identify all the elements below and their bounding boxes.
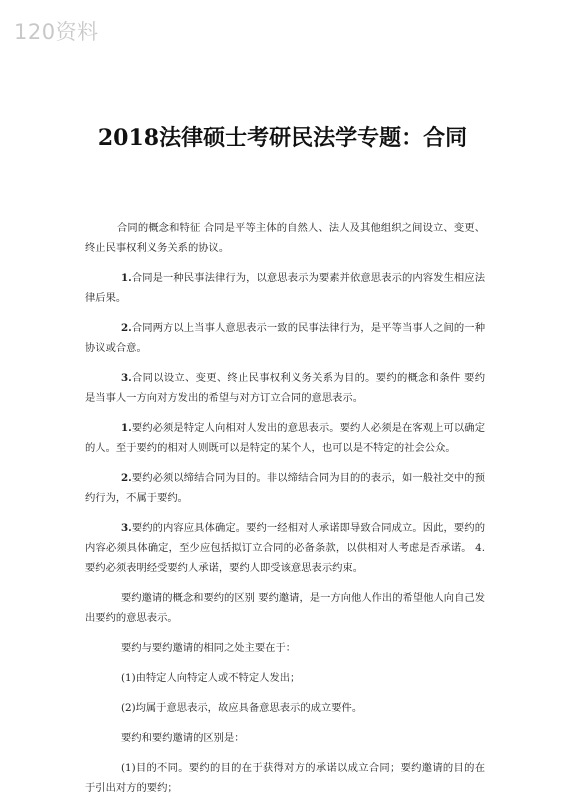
document-body	[85, 218, 485, 808]
paragraph-text: 合同以设立、变更、终止民事权利义务关系为目的。要约的概念和条件 要约是当事人一方向对方发出的希望与对方订立合同的意思表示。	[85, 372, 485, 404]
paragraph-number: 3.	[121, 522, 132, 534]
document-title: 2018法律硕士考研民法学专题：合同	[97, 125, 468, 151]
paragraph	[85, 268, 485, 308]
paragraph-text: 合同是一种民事法律行为，以意思表示为要素并依意思表示的内容发生相应法律后果。	[85, 272, 485, 304]
paragraph	[85, 728, 485, 748]
paragraph-text: 要约必须以缔结合同为目的。非以缔结合同为目的的表示，如一般社交中的预约行为，不属于要约。	[85, 472, 485, 504]
paragraph-text: (1)由特定人向特定人或不特定人发出；	[121, 672, 301, 684]
paragraph-number: 1.	[121, 272, 132, 284]
paragraph-text: 要约与要约邀请的相同之处主要在于：	[121, 642, 297, 654]
paragraph	[85, 518, 485, 578]
paragraph-text: 要约邀请的概念和要约的区别 要约邀请，是一方向他人作出的希望他人向自己发出要约的意思表示。	[85, 592, 485, 624]
paragraph	[85, 418, 485, 458]
paragraph-text: 要约的内容应具体确定。要约一经相对人承诺即导致合同成立。因此，要约的内容必须具体确定，至少应包括拟订立合同的必备条款，以供相对人考虑是否承诺。 4.要约必须表明经受要约人承诺，要约人即受该意思表示约束。	[85, 522, 485, 574]
paragraph	[85, 588, 485, 628]
paragraph	[85, 218, 485, 258]
paragraph-number: 3.	[121, 372, 132, 384]
paragraph	[85, 698, 485, 718]
paragraph	[85, 468, 485, 508]
paragraph	[85, 758, 485, 798]
paragraph	[85, 668, 485, 688]
paragraph-text: 合同两方以上当事人意思表示一致的民事法律行为，是平等当事人之间的一种协议或合意。	[85, 322, 485, 354]
paragraph-text: 合同的概念和特征 合同是平等主体的自然人、法人及其他组织之间设立、变更、终止民事权利义务关系的协议。	[85, 222, 485, 254]
paragraph-text: (2)均属于意思表示，故应具备意思表示的成立要件。	[121, 702, 363, 714]
paragraph	[85, 368, 485, 408]
paragraph-text: 要约和要约邀请的区别是：	[121, 732, 245, 744]
paragraph	[85, 318, 485, 358]
paragraph-number: 1.	[121, 422, 132, 434]
paragraph-text: 要约必须是特定人向相对人发出的意思表示。要约人必须是在客观上可以确定的人。至于要约的相对人则既可以是特定的某个人，也可以是不特定的社会公众。	[85, 422, 485, 454]
paragraph	[85, 638, 485, 658]
paragraph-text: (1)目的不同。要约的目的在于获得对方的承诺以成立合同；要约邀请的目的在于引出对方的要约；	[85, 762, 485, 794]
paragraph-number: 2.	[121, 322, 132, 334]
paragraph-number: 2.	[121, 472, 132, 484]
watermark-logo: 120资料	[14, 20, 99, 44]
